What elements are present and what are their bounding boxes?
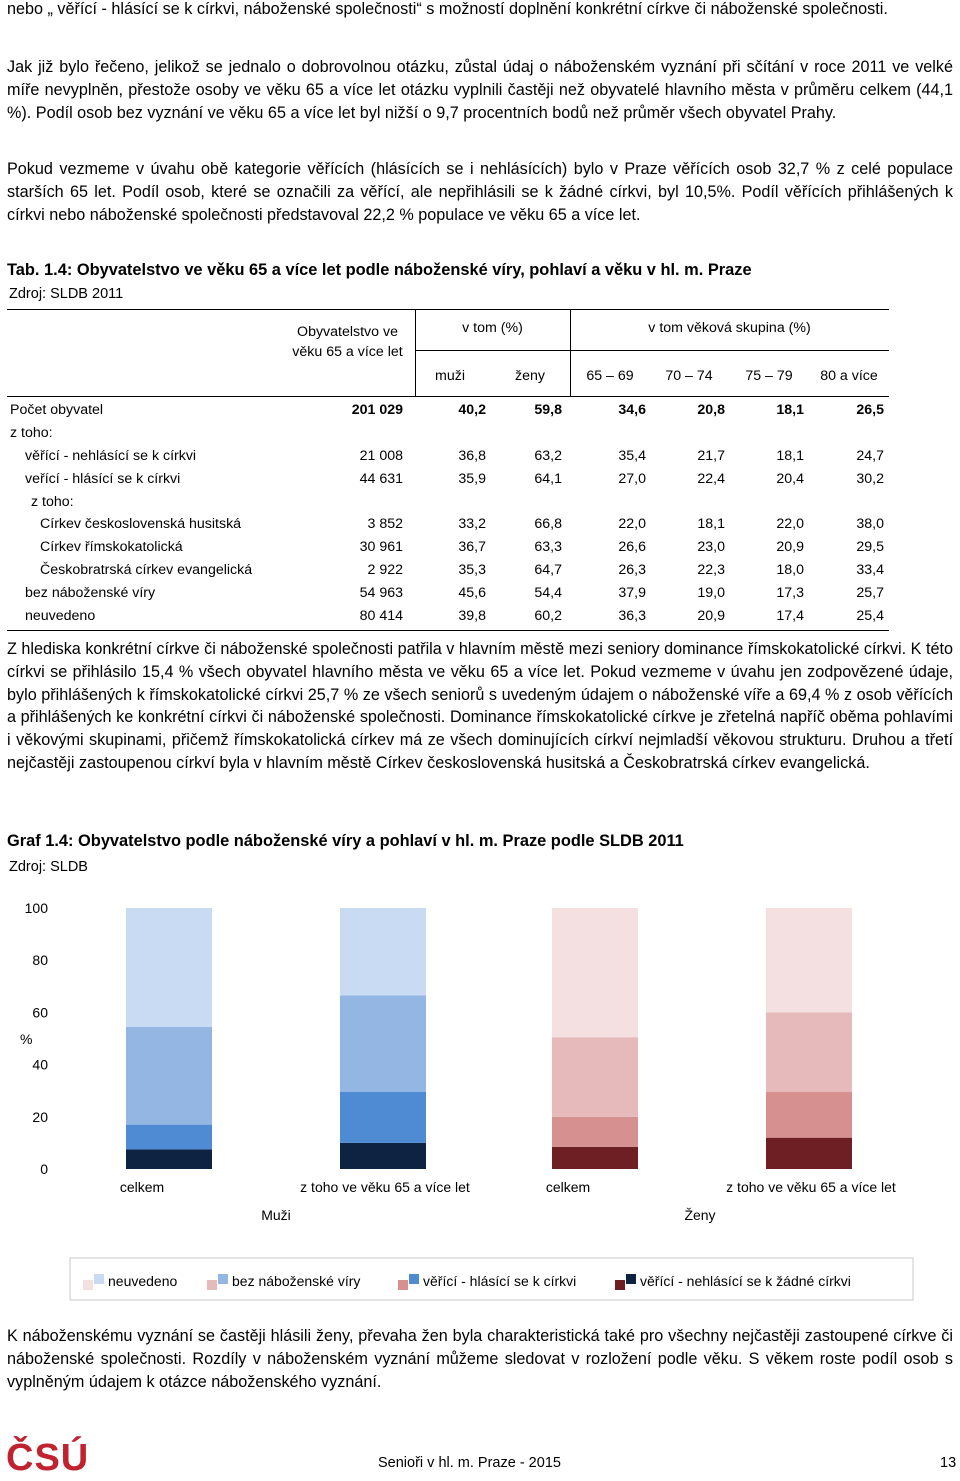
legend-swatch xyxy=(218,1274,228,1284)
table-row-label: Církev československá husitská xyxy=(40,516,242,532)
legend-swatch xyxy=(615,1280,625,1290)
table-cell: 2 922 xyxy=(367,562,403,578)
table-cell: 25,7 xyxy=(856,585,884,601)
table-cell: 59,8 xyxy=(534,402,562,418)
bar-segment xyxy=(126,908,212,1027)
bar-segment xyxy=(340,908,426,995)
table-cell: 22,4 xyxy=(697,471,725,487)
y-tick-label: 20 xyxy=(32,1108,48,1125)
paragraph-gender: K náboženskému vyznání se častěji hlásili ženy, převaha žen byla charakteristická také pro všechny nejčastěji zastoupené církve či náboženské společnosti. Rozdíly v náboženském vyznání můžeme sledovat v rozložení podle věku. S věkem roste podíl osob s vyplněným údajem k otázce náboženského vyznání. xyxy=(7,1327,953,1391)
table-cell: 18,0 xyxy=(776,562,804,578)
legend-swatch xyxy=(207,1280,217,1290)
table-cell: 22,0 xyxy=(618,516,646,532)
table-cell: 39,8 xyxy=(458,608,486,624)
chart-bars xyxy=(126,908,852,1169)
header-age-75-79: 75 – 79 xyxy=(745,368,793,384)
table-row-label: veřící - hlásící se k církvi xyxy=(25,471,181,487)
table-cell: 66,8 xyxy=(534,516,562,532)
bar-segment xyxy=(552,1147,638,1169)
paragraph-dominance: Z hlediska konkrétní církve či náboženské společnosti patřila v hlavním městě mezi seniory dominance římskokatolické církvi. K této církvi se přihlásilo 15,4 % všech obyvatel hlavního města ve věku 65 a více let. Pokud vezmeme v úvahu jen zodpovězené údaje, bylo přihlášených k římskokatolické církvi 25,7 % ze všech seniorů s uvedeným údajem o náboženské víře a 69,4 % z osob věřících a přihlášených ke konkrétní církvi či náboženské společnosti. Dominance římskokatolické církve je zřetelná napříč oběma pohlavími i věkovými skupinami, přičemž římskokatolická církev má ze všech dominujících církví nejmladší věkovou strukturu. Druhou a třetí nejčastěji zastoupenou církví byla v hlavním městě Církev československá husitská a Českobratrská církev evangelická. xyxy=(7,640,953,772)
y-axis-label: % xyxy=(20,1031,33,1047)
table-cell: 17,4 xyxy=(776,608,804,624)
legend-label: věřící - nehlásící se k žádné církvi xyxy=(640,1273,851,1289)
table-cell: 24,7 xyxy=(856,448,884,464)
table-cell: 26,3 xyxy=(618,562,646,578)
table-cell: 26,6 xyxy=(618,539,646,555)
table-cell: 60,2 xyxy=(534,608,562,624)
table-cell: 63,3 xyxy=(534,539,562,555)
table-cell: 20,4 xyxy=(776,471,804,487)
table-cell: 35,9 xyxy=(458,471,486,487)
paragraph-unfilled: Jak již bylo řečeno, jelikož se jednalo o dobrovolnou otázku, zůstal údaj o náboženském vyznání při sčítání v roce 2011 ve velké míře nevyplněn, přestože osoby ve věku 65 a více let otázku vyplnili častěji než obyvatelé hlavního města v průměru celkem (44,1 %). Podíl osob bez vyznání ve věku 65 a více let byl nižší o 9,7 procentních bodů než průměr všech obyvatel Prahy. xyxy=(7,58,953,122)
header-age-70-74: 70 – 74 xyxy=(665,368,713,384)
chart-source: Zdroj: SLDB xyxy=(9,859,88,875)
header-men: muži xyxy=(435,368,465,384)
table-cell: 23,0 xyxy=(697,539,725,555)
csu-logo: ČSÚ xyxy=(6,1437,90,1479)
header-age-65-69: 65 – 69 xyxy=(586,368,634,384)
legend-swatch xyxy=(83,1280,93,1290)
table-source: Zdroj: SLDB 2011 xyxy=(9,286,124,302)
table-cell: 21,7 xyxy=(697,448,725,464)
table-cell: 80 414 xyxy=(359,608,403,624)
table-cell: 30,2 xyxy=(856,471,884,487)
table-row-label: Církev římskokatolická xyxy=(40,539,183,555)
table-cell: 18,1 xyxy=(697,516,725,532)
table-cell: 37,9 xyxy=(618,585,646,601)
chart-x-labels xyxy=(120,1179,896,1223)
bar-segment xyxy=(340,1143,426,1169)
table-cell: 3 852 xyxy=(367,516,403,532)
bar-segment xyxy=(126,1149,212,1169)
x-tick-label: celkem xyxy=(545,1179,591,1195)
header-gender-group: v tom (%) xyxy=(462,320,523,336)
header-women: ženy xyxy=(515,368,545,384)
table-bottom-rule xyxy=(7,630,889,631)
table-cell: 38,0 xyxy=(856,516,884,532)
table-cell: 29,5 xyxy=(856,539,884,555)
table-cell: 19,0 xyxy=(697,585,725,601)
table-cell: 40,2 xyxy=(458,402,486,418)
legend-swatch xyxy=(626,1274,636,1284)
bar-segment xyxy=(552,1117,638,1147)
table-top-rule xyxy=(7,309,889,310)
table-cell: 33,4 xyxy=(856,562,884,578)
bar-segment xyxy=(552,908,638,1037)
legend-label: věřící - hlásící se k církvi xyxy=(423,1273,577,1289)
table-cell: 64,1 xyxy=(534,471,562,487)
table-cell: 25,4 xyxy=(856,608,884,624)
table-cell: 54 963 xyxy=(359,585,403,601)
table-cell: 44 631 xyxy=(359,471,403,487)
y-tick-label: 0 xyxy=(40,1161,48,1177)
table-cell: 36,8 xyxy=(458,448,486,464)
table-cell: 35,3 xyxy=(458,562,486,578)
table-cell: 36,7 xyxy=(458,539,486,555)
table-cell: 20,9 xyxy=(776,539,804,555)
table-cell: 26,5 xyxy=(856,402,884,418)
table-cell: 35,4 xyxy=(618,448,646,464)
table-cell: 201 029 xyxy=(351,402,403,418)
header-population: Obyvatelstvo ve věku 65 a více let xyxy=(292,324,403,360)
table-cell: 20,9 xyxy=(697,608,725,624)
group-label: Muži xyxy=(261,1207,291,1223)
y-tick-label: 100 xyxy=(24,900,48,916)
group-label: Ženy xyxy=(684,1207,716,1223)
y-tick-label: 80 xyxy=(32,952,48,969)
religion-chart xyxy=(0,880,960,1310)
paragraph-believers: Pokud vezmeme v úvahu obě kategorie věřících (hlásících se i nehlásících) bylo v Praze věřících osob 32,7 % z celé populace starších 65 let. Podíl osob, které se označili za věřící, ale nepřihlásili se k žádné církvi, byl 10,5%. Podíl věřících přihlášených k církvi nebo náboženské společnosti představoval 22,2 % populace ve věku 65 a více let. xyxy=(7,160,953,224)
table-cell: 18,1 xyxy=(776,448,804,464)
legend-swatch xyxy=(94,1274,104,1284)
table-cell: 30 961 xyxy=(359,539,403,555)
table-cell: 54,4 xyxy=(534,585,562,601)
table-cell: 27,0 xyxy=(618,471,646,487)
x-tick-label: z toho ve věku 65 a více let xyxy=(300,1179,470,1195)
table-row-label: bez náboženské víry xyxy=(25,585,156,601)
table-cell: 34,6 xyxy=(618,402,646,418)
table-header-rule xyxy=(7,396,889,397)
bar-segment xyxy=(126,1125,212,1150)
page-number: 13 xyxy=(940,1455,957,1471)
table-row-label: z toho: xyxy=(31,494,74,510)
bar-segment xyxy=(340,1092,426,1143)
table-row-label: věřící - nehlásící se k církvi xyxy=(25,448,197,464)
bar-segment xyxy=(126,1027,212,1125)
table-cell: 22,0 xyxy=(776,516,804,532)
table-row-label: z toho: xyxy=(10,425,53,441)
bar-segment xyxy=(766,908,852,1012)
legend-label: neuvedeno xyxy=(108,1273,178,1289)
bar-segment xyxy=(766,1138,852,1169)
table-row-label: neuvedeno xyxy=(25,608,96,624)
x-tick-label: z toho ve věku 65 a více let xyxy=(726,1179,896,1195)
table-cell: 20,8 xyxy=(697,402,725,418)
y-tick-label: 60 xyxy=(32,1004,48,1021)
bar-segment xyxy=(552,1037,638,1117)
bar-segment xyxy=(766,1012,852,1092)
table-row-label: Počet obyvatel xyxy=(10,402,104,418)
table-row-label: Českobratrská církev evangelická xyxy=(40,562,253,578)
bar-segment xyxy=(340,995,426,1092)
table-cell: 33,2 xyxy=(458,516,486,532)
header-age-group: v tom věková skupina (%) xyxy=(648,320,811,336)
table-cell: 45,6 xyxy=(458,585,486,601)
intro-paragraph: nebo „ věřící - hlásící se k církvi, náboženské společnosti“ s možností doplnění konkrétní církve či náboženské společnosti. xyxy=(7,0,888,18)
y-tick-label: 40 xyxy=(32,1056,48,1073)
table-cell: 21 008 xyxy=(359,448,403,464)
header-age-80-plus: 80 a více xyxy=(820,368,878,384)
table-cell: 17,3 xyxy=(776,585,804,601)
table-cell: 18,1 xyxy=(776,402,804,418)
table-title: Tab. 1.4: Obyvatelstvo ve věku 65 a více let podle náboženské víry, pohlaví a věku v hl. m. Praze xyxy=(7,261,752,279)
legend-label: bez náboženské víry xyxy=(232,1273,361,1289)
bar-segment xyxy=(766,1092,852,1138)
table-cell: 64,7 xyxy=(534,562,562,578)
x-tick-label: celkem xyxy=(119,1179,165,1195)
table-cell: 63,2 xyxy=(534,448,562,464)
chart-title: Graf 1.4: Obyvatelstvo podle náboženské víry a pohlaví v hl. m. Praze podle SLDB 2011 xyxy=(7,832,684,850)
table-cell: 36,3 xyxy=(618,608,646,624)
legend-swatch xyxy=(409,1274,419,1284)
chart-legend xyxy=(83,1273,851,1290)
footer-title: Senioři v hl. m. Praze - 2015 xyxy=(378,1455,561,1471)
legend-swatch xyxy=(398,1280,408,1290)
table-cell: 22,3 xyxy=(697,562,725,578)
